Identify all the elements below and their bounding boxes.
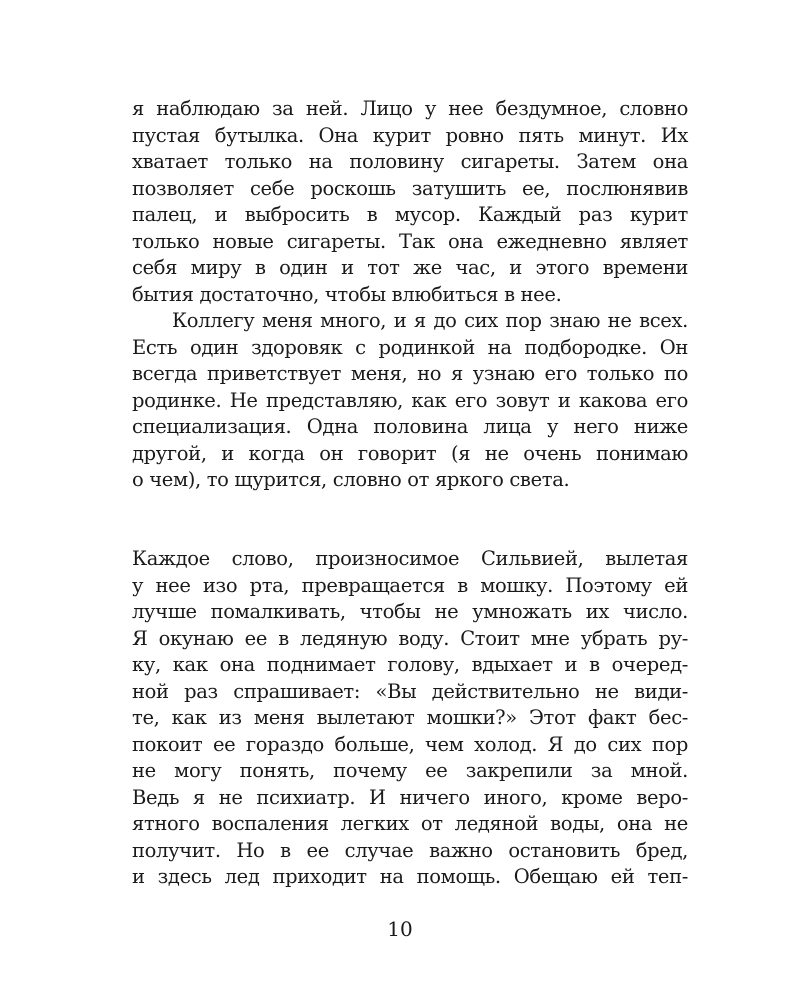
text-line: всегда приветствует меня, но я узнаю его только по — [132, 362, 688, 385]
text-line: Я окунаю ее в ледяную воду. Стоит мне убрать ру- — [132, 627, 688, 650]
text-line: палец, и выбросить в мусор. Каждый раз курит — [132, 203, 688, 226]
text-line: родинке. Не представляю, как его зовут и какова его — [132, 389, 688, 412]
text-line: и здесь лед приходит на помощь. Обещаю ей теп- — [132, 865, 688, 888]
text-line: ку, как она поднимает голову, вдыхает и в очеред- — [132, 653, 688, 676]
text-line: другой, и когда он говорит (я не очень понимаю — [132, 442, 688, 465]
text-line: ной раз спрашивает: «Вы действительно не види- — [132, 680, 688, 703]
text-line: не могу понять, почему ее закрепили за мной. — [132, 759, 688, 782]
text-line: хватает только на половину сигареты. Затем она — [132, 150, 688, 173]
text-line: покоит ее гораздо больше, чем холод. Я до сих пор — [132, 733, 688, 756]
text-line: пустая бутылка. Она курит ровно пять минут. Их — [132, 124, 688, 147]
text-line: получит. Но в ее случае важно остановить бред, — [132, 839, 688, 862]
text-line: ятного воспаления легких от ледяной воды, она не — [132, 812, 688, 835]
text-line: Коллегу меня много, и я до сих пор знаю не всех. — [172, 309, 688, 332]
text-line: те, как из меня вылетают мошки?» Этот факт бес- — [132, 706, 688, 729]
text-line: позволяет себе роскошь затушить ее, послюнявив — [132, 177, 688, 200]
text-line: я наблюдаю за ней. Лицо у нее бездумное, словно — [132, 97, 688, 120]
text-line: Каждое слово, произносимое Сильвией, вылетая — [132, 547, 688, 570]
text-line: о чем), то щурится, словно от яркого света. — [132, 468, 570, 491]
text-line: у нее изо рта, превращается в мошку. Поэтому ей — [132, 574, 688, 597]
text-line: бытия достаточно, чтобы влюбиться в нее. — [132, 283, 562, 306]
text-line: Есть один здоровяк с родинкой на подбородке. Он — [132, 336, 688, 359]
text-line: лучше помалкивать, чтобы не умножать их число. — [132, 600, 688, 623]
text-line: себя миру в один и тот же час, и этого времени — [132, 256, 688, 279]
text-line: специализация. Одна половина лица у него ниже — [132, 415, 688, 438]
page-number: 10 — [387, 917, 413, 941]
text-line: Ведь я не психиатр. И ничего иного, кроме веро- — [132, 786, 688, 809]
text-line: только новые сигареты. Так она ежедневно являет — [132, 230, 688, 253]
